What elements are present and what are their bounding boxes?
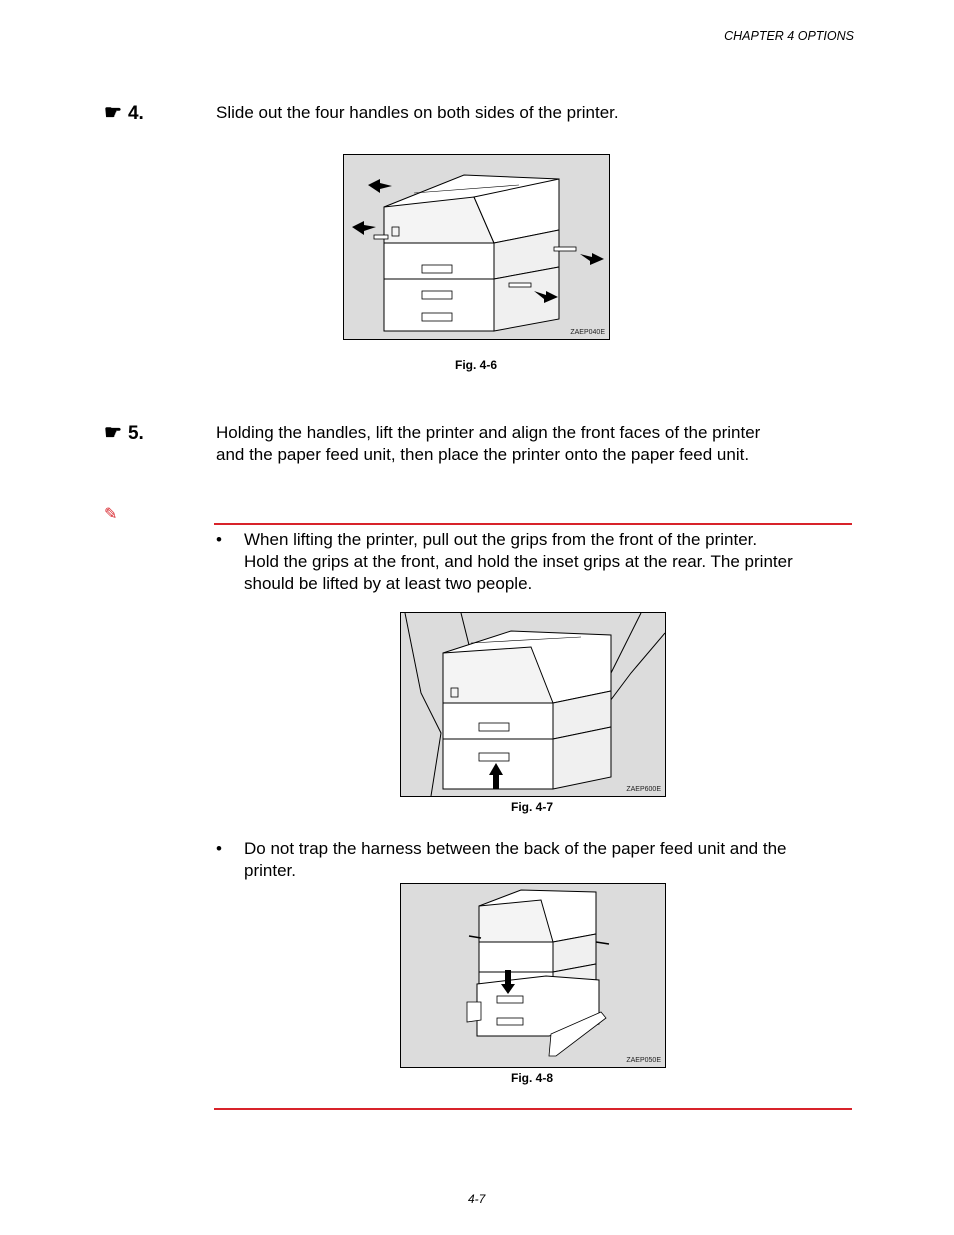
note-top-rule [214,523,852,525]
step-4-text: Slide out the four handles on both sides of the printer. [216,103,619,122]
step-4-label: 4. [127,103,144,124]
note-bottom-rule [214,1108,852,1110]
step-5-label: 5. [127,423,144,444]
figure-4-6-caption: Fig. 4-6 [455,358,498,372]
step-5-number [104,420,144,445]
figure-4-7 [400,612,666,797]
note-bullet-1-text: When lifting the printer, pull out the grips from the front of the printer. Hold the grips at the front, and hold the inset grips at the rear. The printer should be lifted by at least two people. [244,530,793,593]
two-people-lifting-illustration [401,613,665,796]
pointing-hand-icon: ☛ [104,102,122,124]
step-5-text [216,422,760,466]
figure-4-7-caption: Fig. 4-7 [511,800,554,814]
arrow-icon [352,221,376,235]
note-pencil-icon: ✎ [104,506,118,523]
figure-code: ZAEP050E [626,1057,661,1064]
chapter-header: CHAPTER 4 OPTIONS [724,29,854,43]
step-5-line-2: and the paper feed unit, then place the printer onto the paper feed unit. [216,445,750,464]
note-bullet-2-text: Do not trap the harness between the back of the paper feed unit and the printer. [244,839,787,880]
figure-code: ZAEP040E [570,329,605,336]
printer-placement-illustration [401,884,665,1067]
arrow-icon [580,253,604,265]
figure-4-6 [343,154,610,340]
arrow-icon [368,179,392,193]
figure-4-8-caption: Fig. 4-8 [511,1071,554,1085]
bullet-symbol: • [216,530,222,549]
step-4-number [104,100,144,125]
page-number: 4-7 [468,1192,486,1206]
bullet-symbol: • [216,839,222,858]
figure-4-8 [400,883,666,1068]
figure-code: ZAEP600E [626,786,661,793]
step-5-line-1: Holding the handles, lift the printer and align the front faces of the printer [216,423,761,442]
printer-handles-illustration [344,155,609,339]
note-bullet-2 [216,838,856,884]
note-bullet-1 [216,529,856,599]
pointing-hand-icon: ☛ [104,422,122,444]
